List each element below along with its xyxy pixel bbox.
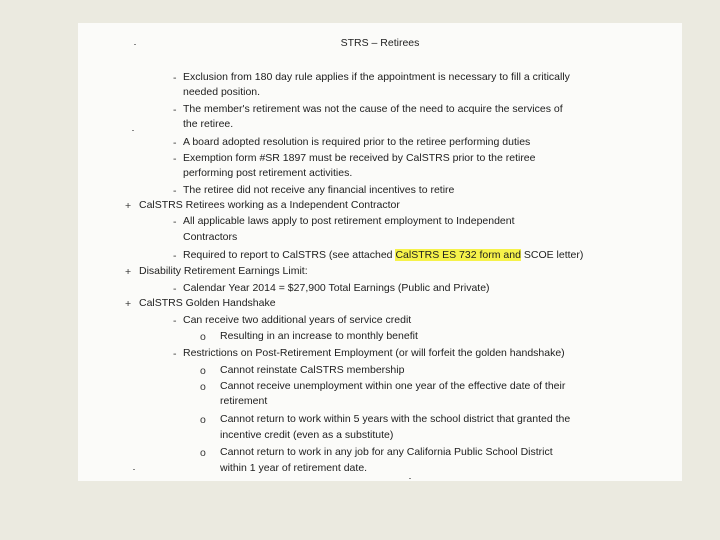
scan-speck (132, 130, 134, 131)
circle-bullet: o (200, 365, 206, 377)
list-item-text: Contractors (183, 231, 238, 243)
sub-item-text: Cannot return to work within 5 years with the school district that granted the (220, 413, 571, 425)
list-item-text: Calendar Year 2014 = $27,900 Total Earnings (Public and Private) (183, 282, 490, 294)
sub-item-text: Resulting in an increase to monthly benefit (220, 330, 418, 342)
list-item-text (183, 249, 583, 262)
list-item-text: The member's retirement was not the cause of the need to acquire the services of (183, 103, 563, 115)
document-title: STRS – Retirees (340, 37, 420, 49)
dash-bullet: - (173, 216, 177, 228)
text-segment: Required to report to CalSTRS (see attached (183, 249, 396, 261)
list-item-text: needed position. (183, 86, 261, 98)
dash-bullet: - (173, 104, 177, 116)
circle-bullet: o (200, 381, 206, 393)
sub-item-text: within 1 year of retirement date. (220, 462, 368, 474)
dash-bullet: - (173, 283, 177, 295)
list-item-text: the retiree. (183, 118, 234, 130)
dash-bullet: - (173, 348, 177, 360)
dash-bullet: - (173, 137, 177, 149)
scan-speck (133, 469, 135, 470)
plus-bullet: + (125, 298, 132, 310)
circle-bullet: o (200, 447, 206, 459)
sub-item-text: incentive credit (even as a substitute) (220, 429, 394, 441)
dash-bullet: - (173, 153, 177, 165)
plus-bullet: + (125, 266, 132, 278)
dash-bullet: - (173, 185, 177, 197)
dash-bullet: - (173, 250, 177, 262)
list-item-text: Restrictions on Post-Retirement Employment (or will forfeit the golden handshake) (183, 347, 565, 359)
list-item-text: Exclusion from 180 day rule applies if the appointment is necessary to fill a critically (183, 71, 570, 83)
scan-speck (134, 44, 136, 45)
list-item-text: Can receive two additional years of service credit (183, 314, 412, 326)
circle-bullet: o (200, 331, 206, 343)
sub-item-text: Cannot receive unemployment within one year of the effective date of their (220, 380, 566, 392)
list-item-text: The retiree did not receive any financial incentives to retire (183, 184, 455, 196)
scan-speck (409, 478, 411, 479)
list-item-text: Exemption form #SR 1897 must be received by CalSTRS prior to the retiree (183, 152, 536, 164)
dash-bullet: - (173, 72, 177, 84)
sub-item-text: Cannot return to work in any job for any California Public School District (220, 446, 553, 458)
section-heading: CalSTRS Retirees working as a Independent Contractor (139, 199, 400, 211)
section-heading: Disability Retirement Earnings Limit: (139, 265, 308, 277)
scanned-document-page (78, 23, 682, 481)
text-segment: SCOE letter) (520, 249, 584, 261)
list-item-text: A board adopted resolution is required prior to the retiree performing duties (183, 136, 531, 148)
plus-bullet: + (125, 200, 132, 212)
list-item-text: All applicable laws apply to post retirement employment to Independent (183, 215, 515, 227)
dash-bullet: - (173, 315, 177, 327)
list-item-text: performing post retirement activities. (183, 167, 353, 179)
section-heading: CalSTRS Golden Handshake (139, 297, 276, 309)
highlighted-text: CalSTRS ES 732 form and (395, 249, 521, 261)
sub-item-text: retirement (220, 395, 268, 407)
circle-bullet: o (200, 414, 206, 426)
sub-item-text: Cannot reinstate CalSTRS membership (220, 364, 405, 376)
